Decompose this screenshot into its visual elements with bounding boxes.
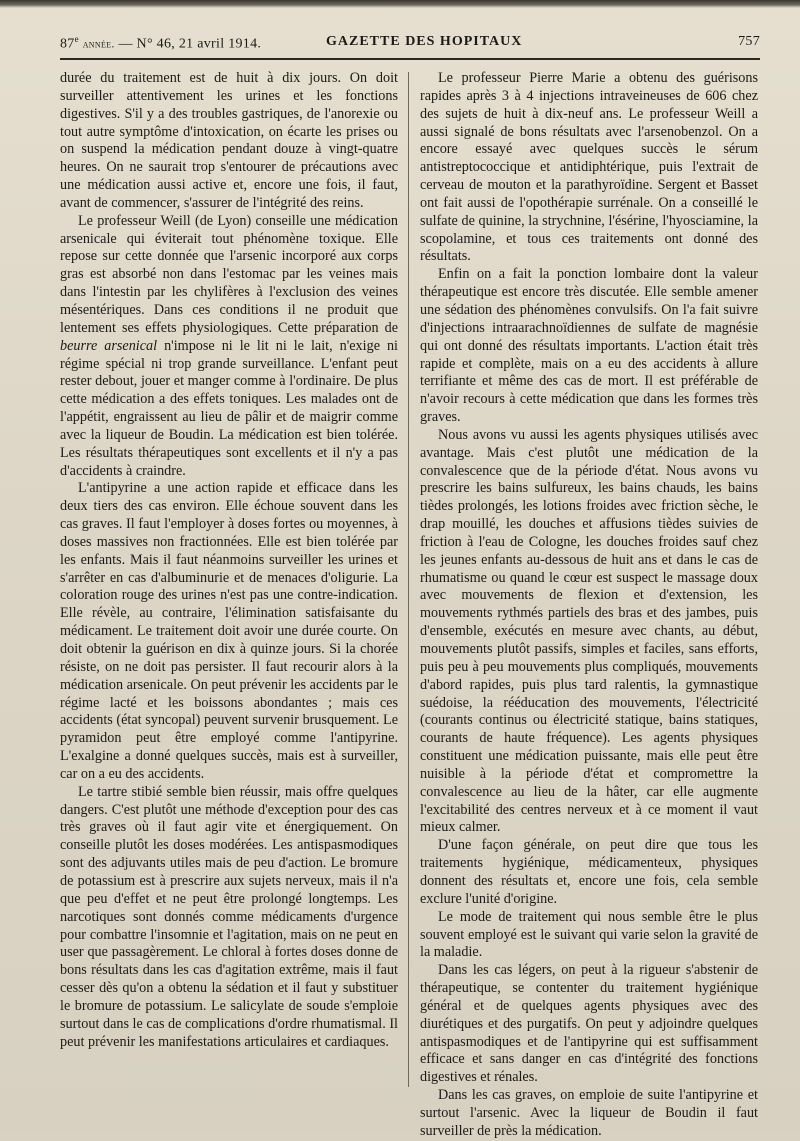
column-divider — [408, 72, 409, 1087]
issue-info — [60, 34, 261, 53]
paragraph: Enfin on a fait la ponction lombaire dont la valeur thérapeutique est encore très discutée. Elle semble amener une sédation des phénomènes convulsifs. On l'a fait suivre d'injections intraarachnoïdiennes de sulfate de magnésie qui ont donné des résultats importants. L'action était très rapide et complète, mais on a eu des accidents à allure terrifiante et même des cas de mort. Il est préférable de n'avoir recours à cette médication que dans les formes très graves. — [420, 266, 758, 426]
paragraph: Dans les cas légers, on peut à la rigueur s'abstenir de thérapeutique, se contenter du traitement hygiénique général et de quelques agents physiques avec des diurétiques et des purgatifs. On peut y adjoindre quelques antispasmodiques et de l'antipyrine qui est suffisamment efficace et sans danger en cas d'intégrité des fonctions digestives et rénales. — [420, 962, 758, 1086]
paragraph: Le professeur Pierre Marie a obtenu des guérisons rapides après 3 à 4 injections intraveineuses de 606 chez des sujets de huit à dix-neuf ans. Le professeur Weill a aussi signalé de bons résultats avec l'arsenobenzol. On a encore essayé avec quelques succès le sérum antistreptococcique et antidiphtérique, puis l'extrait de cerveau de mouton et la parathyroïdine. Sergent et Basset ont fait aussi de l'opothérapie surrénale. On a conseillé le sulfate de quinine, la strychnine, l'ésérine, l'hyosciamine, la scopolamine, et tous ces traitements ont donné des résultats. — [420, 70, 758, 265]
paragraph: durée du traitement est de huit à dix jours. On doit surveiller attentivement les urines et les fonctions digestives. S'il y a des troubles gastriques, de l'anorexie ou tout autre symptôme d'intoxication, on écarte les prises ou on suspend la médication pendant douze à vingt-quatre heures. On ne saurait trop s'entourer de précautions avec une médication aussi active et, encore une fois, il faut, avant de commencer, s'assurer de l'intégrité des reins. — [60, 70, 398, 211]
paragraph: Dans les cas graves, on emploie de suite l'antipyrine et surtout l'arsenic. Avec la liqueur de Boudin il faut surveiller de près la médication. — [420, 1087, 758, 1139]
scan-edge-shadow — [0, 0, 800, 8]
paragraph: D'une façon générale, on peut dire que tous les traitements hygiénique, médicamenteux, physiques donnent des résultats et, encore une fois, cela semble exclure l'unité d'origine. — [420, 837, 758, 907]
header-rule — [60, 58, 760, 60]
journal-title: GAZETTE DES HOPITAUX — [326, 34, 523, 49]
year-number: 87 — [60, 36, 75, 52]
paragraph: Nous avons vu aussi les agents physiques utilisés avec avantage. Mais c'est plutôt une médication de la convalescence que de la période d'état. Nous avons vu prescrire les bains sulfureux, les bains chauds, les bains tièdes prolongés, les lotions froides avec friction sèche, le drap mouillé, les douches et affusions tièdes suivies de friction à l'eau de Cologne, les douches froides sauf chez les jeunes enfants au-dessous de huit ans et dans le cas de rhumatisme ou quand le cœur est suspect le massage doux avec mouvements de flexion et d'extension, les mouvements rythmés partiels des bras et des jambes, puis d'ensemble, exécutés en mesure avec chants, au début, mouvements plutôt passifs, simples et faciles, sans efforts, puis peu à peu mouvements plus compliqués, mouvements d'abord rapides, puis plus tard ralentis, la gymnastique suédoise, la rééducation des mouvements, l'électricité (courants continus ou électricité statique, bains statiques, courants de haute fréquence). Les agents physiques constituent une médication puissante, mais elle peut être nuisible à la période d'état et compromettre la convalescence au lieu de la hâter, car elle augmente l'excitabilité des centres nerveux et à ce moment il vaut mieux calmer. — [420, 426, 758, 836]
running-header — [60, 34, 760, 54]
issue-number-date: — N° 46, 21 avril 1914. — [118, 36, 262, 52]
paragraph: Le mode de traitement qui nous semble être le plus souvent employé est le suivant qui varie selon la gravité de la maladie. — [420, 908, 758, 961]
page-number: 757 — [738, 34, 760, 49]
paragraph-text: Le professeur Weill (de Lyon) conseille une médication arsenicale qui éviterait tout phénomène toxique. Elle repose sur cette donnée que l'arsenic incorporé aux corps gras est absorbé non dans l'estomac par les veines mais dans l'intestin par les chylifères à l'exclusion des veines mésentériques. Dans ces conditions il ne produit que lentement ses effets physiologiques. Cette préparation de — [60, 212, 398, 336]
paragraph-weill — [60, 213, 398, 481]
year-suffix: e — [74, 34, 79, 44]
italic-term: beurre arsenical — [60, 337, 158, 354]
year-label: année. — [82, 36, 115, 51]
paragraph: L'antipyrine a une action rapide et efficace dans les deux tiers des cas environ. Elle échoue souvent dans les cas graves. Il faut l'employer à doses fortes ou moyennes, à doses massives non fractionnées. Elle est bien tolérée par les enfants. Mais il faut néanmoins surveiller les urines et s'arrêter en cas d'albuminurie et de menaces d'oligurie. La coloration rouge des urines n'est pas une contre-indication. Elle révèle, au contraire, l'élimination satisfaisante du médicament. Le traitement doit avoir une durée courte. On doit obtenir la guérison en dix à quinze jours. Si la chorée résiste, on ne doit pas persister. Il faut recourir alors à la médication arsenicale. On peut prévenir les accidents par le régime lacté et les boissons abondantes ; mais ces accidents (état syncopal) peuvent survenir brusquement. Le pyramidon peut être employé comme l'antipyrine. L'exalgine a donné quelques succès, mais est à surveiller, car on a eu des accidents. — [60, 480, 398, 782]
paragraph-text: n'impose ni le lit ni le lait, n'exige ni régime spécial ni trop grande surveillance. L'enfant peut rester debout, jouer et manger comme à l'ordinaire. De plus cette médication a des effets toniques. Les malades ont de l'appétit, engraissent au lieu de pâlir et de maigrir comme avec la liqueur de Boudin. La médication est bien tolérée. Les résultats thérapeutiques sont excellents et il n'y a pas d'accidents à craindre. — [60, 337, 399, 479]
paragraph: Le tartre stibié semble bien réussir, mais offre quelques dangers. C'est plutôt une méthode d'exception pour des cas très graves où il faut agir vite et énergiquement. On conseille plutôt les doses modérées. Les antispasmodiques sont des adjuvants utiles mais de peu d'action. Le bromure de potassium est à prescrire aux sujets nerveux, mais il n'a que peu d'effet et ne peut être prolongé longtemps. Les narcotiques sont donnés comme médicaments d'urgence pour combattre l'insomnie et l'agitation, mais on ne peut en user que passagèrement. Le chloral à fortes doses donne de bons résultats dans les cas d'agitation extrême, mais il faut cesser dès qu'on a obtenu la sédation et il faut y substituer le bromure de potassium. Le salicylate de soude s'emploie surtout dans le cas de complications d'ordre rhumatismal. Il peut prévenir les manifestations articulaires et cardiaques. — [60, 783, 398, 1050]
right-column — [420, 70, 758, 1139]
left-column — [60, 70, 398, 1110]
